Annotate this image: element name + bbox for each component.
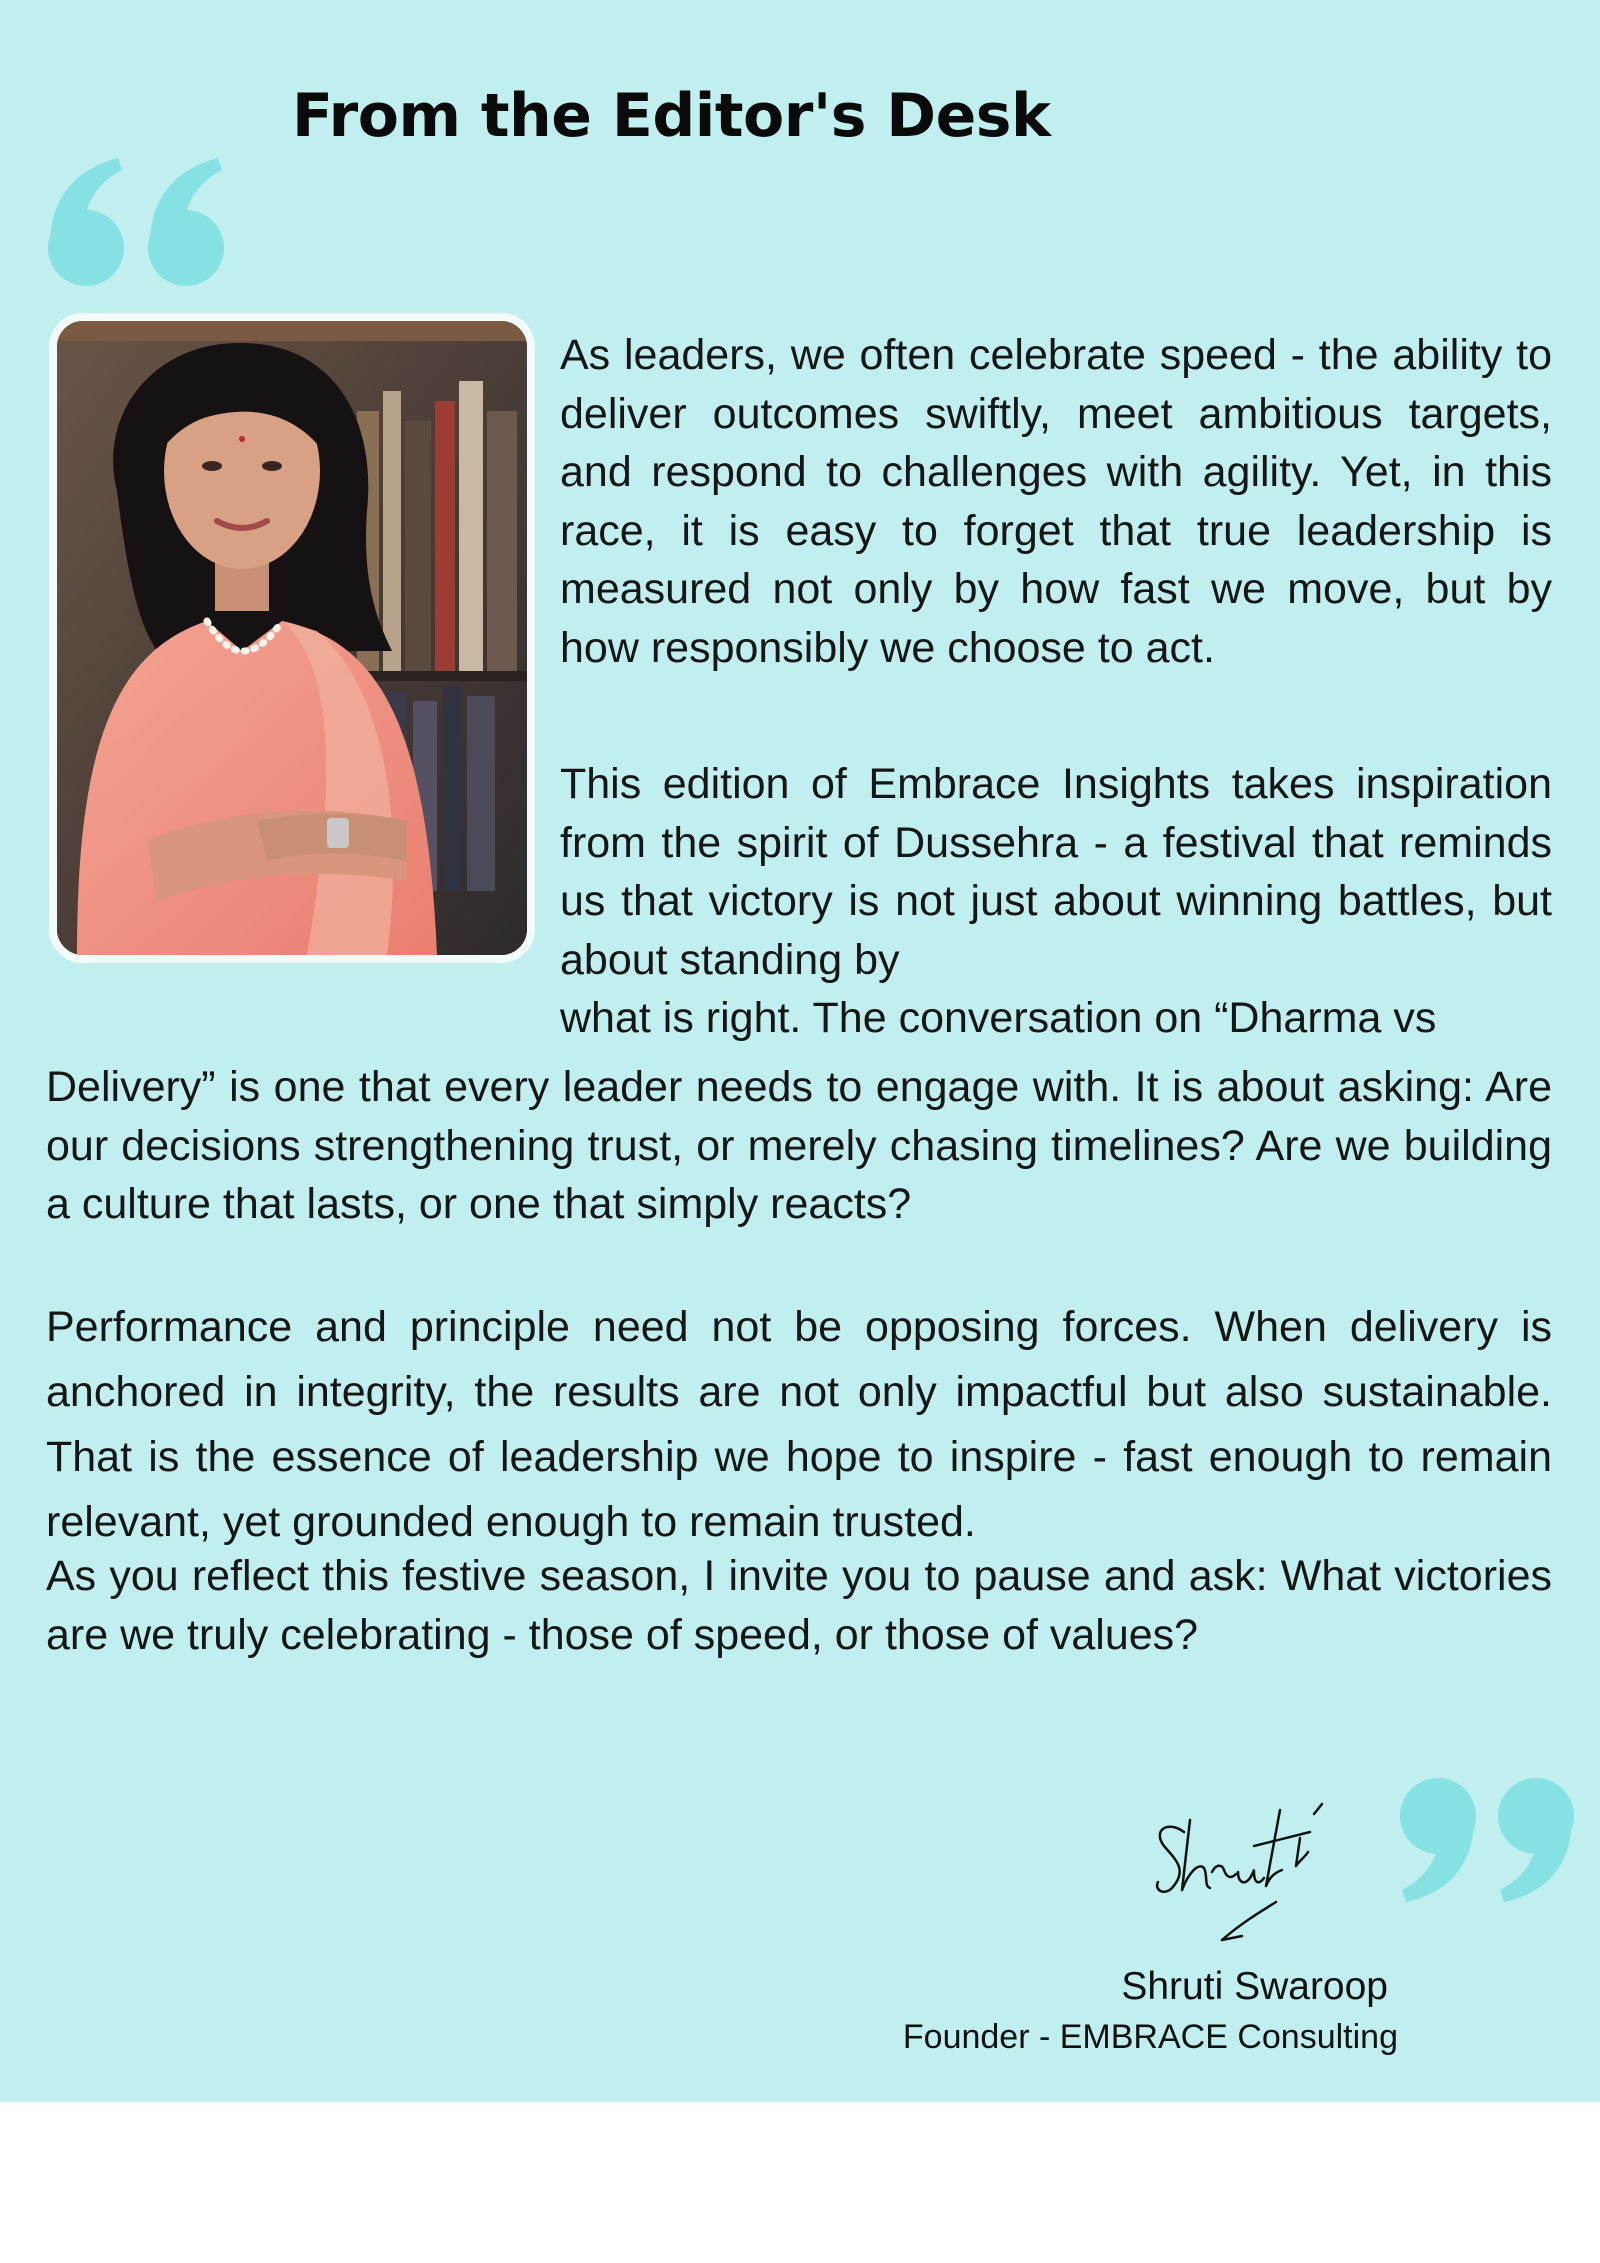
article-paragraph-2-last-line: what is right. The conversation on “Dharma vs: [560, 994, 1437, 1042]
article-paragraph-1: As leaders, we often celebrate speed - the ability to deliver outcomes swiftly, meet ambitious targets, and respond to challenges with agility. Yet, in this race, it is easy to forget that true leadership is measured not only by how fast we move, but by how responsibly we choose to act.: [560, 331, 1552, 672]
author-name: Shruti Swaroop: [1121, 1965, 1388, 2008]
signature: [1150, 1790, 1350, 1948]
quote-close-icon: [1398, 1776, 1576, 1904]
article-paragraph-4: Performance and principle need not be opposing forces. When delivery is anchored in integrity, the results are not only impactful but also sustainable. That is the essence of leadership we hope to inspire - fast enough to remain relevant, yet grounded enough to remain trusted.: [46, 1303, 1552, 1546]
article-paragraph-2: This edition of Embrace Insights takes inspiration from the spirit of Dussehra - a festival that reminds us that victory is not just about winning battles, but about standing by: [560, 760, 1552, 984]
article-paragraph-5: As you reflect this festive season, I invite you to pause and ask: What victories are we truly celebrating - those of speed, or those of values?: [46, 1552, 1552, 1659]
quote-open-icon: [46, 156, 228, 288]
author-role: Founder - EMBRACE Consulting: [902, 2018, 1398, 2056]
author-portrait: [49, 313, 535, 963]
page-title: From the Editor's Desk: [292, 81, 1051, 151]
article-paragraph-3: Delivery” is one that every leader needs to engage with. It is about asking: Are our decisions strengthening trust, or merely chasing timelines? Are we building a culture that lasts, or one that simply reacts?: [46, 1063, 1552, 1228]
